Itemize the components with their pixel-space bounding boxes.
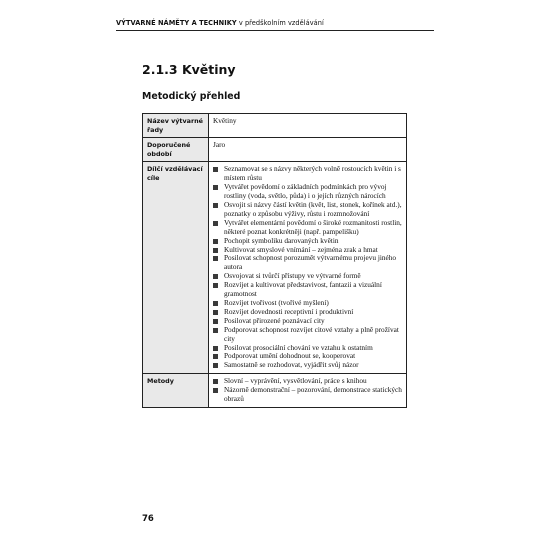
square-bullet-icon [213,310,218,315]
list-item-text: Podporovat schopnost rozvíjet citové vztahy a plně prožívat city [224,324,399,343]
row-value: Jaro [209,138,407,162]
subsection-title: Metodický přehled [142,91,241,102]
square-bullet-icon [213,301,218,306]
row-value: Květiny [209,114,407,138]
goals-list [213,165,402,370]
list-item-text: Slovní – vyprávění, vysvětlování, práce s knihou [224,376,367,386]
header-rule [116,30,434,31]
row-label: Název výtvarné řady [143,114,209,138]
list-item-text: Vytvářet elementární povědomí o široké rozmanitosti rostlin, některé poznat konkrétněji (např. pampelišku) [224,217,402,236]
list-item-text: Pochopit symboliku darovaných květin [224,235,339,245]
list-item-text: Osvojit si názvy částí květin (květ, list, stonek, kořínek atd.), poznatky o způsobu výživy, růstu i rozmnožování [224,200,402,218]
list-item-text: Posilovat schopnost porozumět výtvarnému projevu jiného autora [224,253,397,272]
square-bullet-icon [213,185,218,190]
row-label: Dílčí vzdělávací cíle [143,162,209,374]
list-item [213,165,402,183]
square-bullet-icon [213,363,218,368]
running-header [116,19,324,27]
list-item-text: Posilovat prosociální chování ve vztahu k ostatním [224,342,373,352]
list-item-text: Rozvíjet a kultivovat představivost, fantazii a vizuální gramotnost [224,280,382,299]
square-bullet-icon [213,283,218,288]
methodology-table [142,113,407,408]
square-bullet-icon [213,239,218,244]
list-item-text: Vytvářet povědomí o základních podmínkách pro vývoj rostliny (voda, světlo, půda) i o jejích různých nárocích [224,182,387,201]
table-row [143,114,407,138]
list-item-text: Kultivovat smyslové vnímání – zejména zrak a hmat [224,244,378,254]
running-header-rest: v předškolním vzdělávání [236,19,324,27]
page-number: 76 [142,514,154,524]
goals-cell [209,162,407,374]
list-item-text: Posilovat přirozené poznávací city [224,315,325,325]
list-item-text: Názorně demonstrační – pozorování, demonstrace statických obrazů [224,385,402,404]
methods-cell [209,374,407,408]
row-label: Doporučené období [143,138,209,162]
table-row [143,138,407,162]
square-bullet-icon [213,379,218,384]
row-label: Metody [143,374,209,408]
running-header-bold: VÝTVARNÉ NÁMĚTY A TECHNIKY [116,19,237,27]
list-item [213,183,402,201]
list-item [213,281,402,299]
square-bullet-icon [213,203,218,208]
list-item-text: Rozvíjet dovednosti receptivní i produktivní [224,306,354,316]
list-item [213,254,402,272]
square-bullet-icon [213,248,218,253]
list-item [213,386,402,404]
section-title: 2.1.3 Květiny [142,62,236,77]
square-bullet-icon [213,388,218,393]
square-bullet-icon [213,328,218,333]
table-row [143,162,407,374]
square-bullet-icon [213,346,218,351]
square-bullet-icon [213,274,218,279]
square-bullet-icon [213,221,218,226]
list-item [213,361,402,370]
list-item [213,201,402,219]
square-bullet-icon [213,354,218,359]
list-item [213,219,402,237]
square-bullet-icon [213,167,218,172]
list-item-text: Samostatně se rozhodovat, vyjádřit svůj názor [224,360,359,370]
square-bullet-icon [213,319,218,324]
list-item-text: Osvojovat si tvůrčí přístupy ve výtvarné formě [224,271,361,281]
square-bullet-icon [213,256,218,261]
table-row [143,374,407,408]
list-item-text: Podporovat umění dohodnout se, kooperovat [224,351,356,361]
methods-list [213,377,402,404]
list-item-text: Rozvíjet tvořivost (tvořivé myšlení) [224,297,329,307]
list-item [213,326,402,344]
list-item-text: Seznamovat se s názvy některých volně rostoucích květin i s místem růstu [224,164,401,183]
